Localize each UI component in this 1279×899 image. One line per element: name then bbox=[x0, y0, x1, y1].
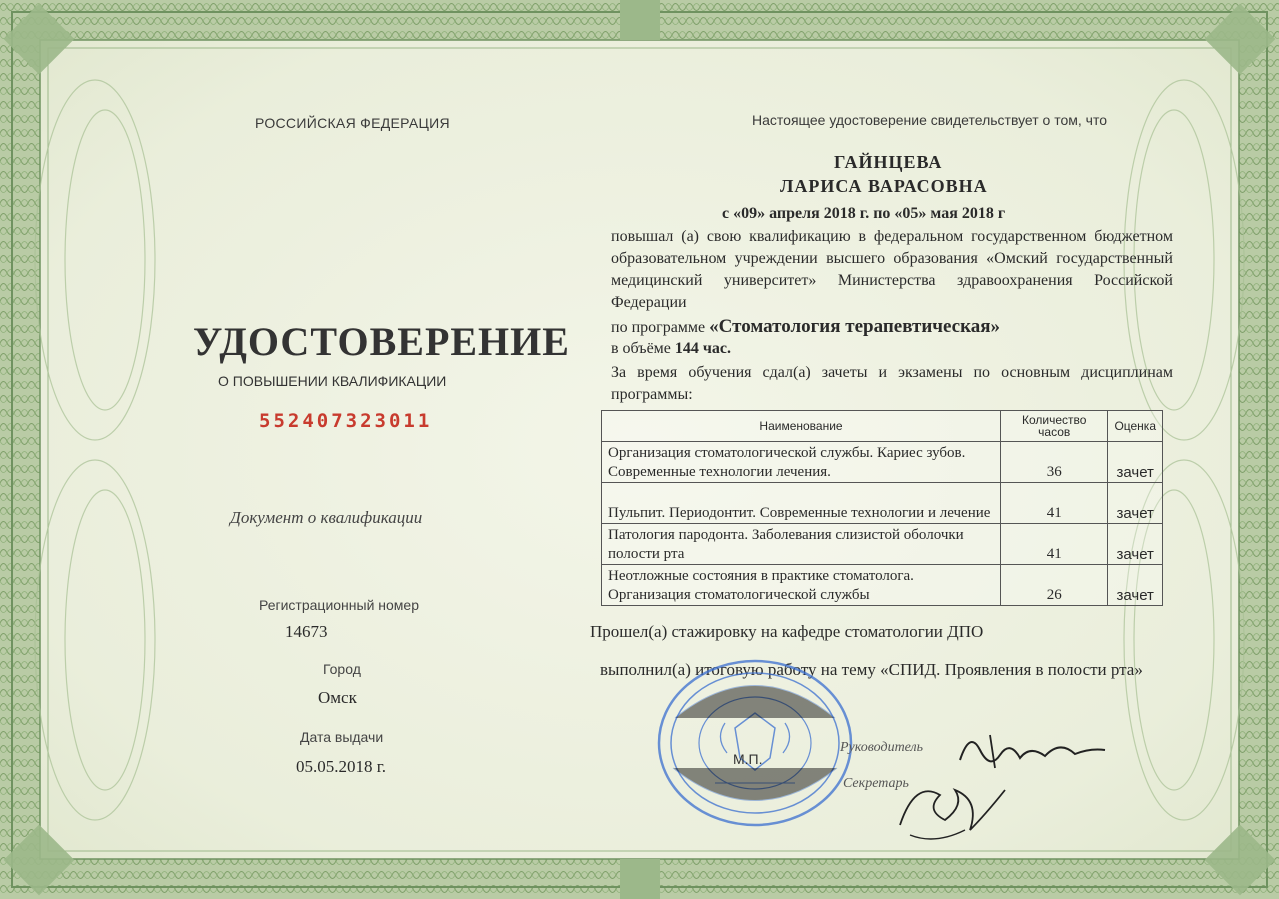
registration-label: Регистрационный номер bbox=[259, 597, 419, 613]
table-header-row bbox=[602, 411, 1163, 442]
table-row bbox=[602, 524, 1163, 565]
city-label: Город bbox=[323, 661, 361, 677]
qualification-paragraph: повышал (а) свою квалификацию в федеральном государственном бюджетном образовательном учреждении высшего образования «Омский государственный медицинский университет» Министерства здравоохранения Российской Федерации bbox=[611, 228, 1173, 311]
secretary-signature-icon bbox=[885, 770, 1015, 850]
issue-date-value: 05.05.2018 г. bbox=[296, 757, 387, 776]
secretary-label: Секретарь bbox=[843, 776, 909, 791]
program-line bbox=[611, 316, 1000, 338]
table-row bbox=[602, 442, 1163, 483]
header-hours: Количество часов bbox=[1001, 411, 1108, 442]
row-grade: зачет bbox=[1108, 483, 1163, 524]
volume-value: 144 час. bbox=[674, 340, 732, 357]
internship-line: Прошел(а) стажировку на кафедре стоматологии ДПО bbox=[590, 622, 984, 641]
row-hours: 41 bbox=[1001, 524, 1108, 565]
issue-date-label: Дата выдачи bbox=[300, 729, 384, 745]
serial-number: 552407323011 bbox=[259, 410, 433, 432]
registration-number: 14673 bbox=[285, 622, 328, 641]
header-grade: Оценка bbox=[1108, 411, 1163, 442]
header-name: Наименование bbox=[602, 411, 1001, 442]
country-label: РОССИЙСКАЯ ФЕДЕРАЦИЯ bbox=[255, 115, 450, 131]
row-hours: 26 bbox=[1001, 565, 1108, 606]
city-value: Омск bbox=[318, 688, 357, 707]
row-grade: зачет bbox=[1108, 524, 1163, 565]
table-row bbox=[602, 565, 1163, 606]
program-prefix: по программе bbox=[611, 319, 706, 336]
table-row bbox=[602, 483, 1163, 524]
official-stamp-icon bbox=[655, 658, 855, 828]
holder-given-names: ЛАРИСА ВАРАСОВНА bbox=[780, 176, 988, 196]
row-hours: 36 bbox=[1001, 442, 1108, 483]
row-grade: зачет bbox=[1108, 442, 1163, 483]
program-name: «Стоматология терапевтическая» bbox=[709, 316, 1001, 337]
final-work-line: выполнил(а) итоговую работу на тему «СПИД. Проявления в полости рта» bbox=[600, 660, 1143, 679]
document-title: УДОСТОВЕРЕНИЕ bbox=[193, 319, 570, 364]
document-type: Документ о квалификации bbox=[230, 508, 423, 527]
training-period: с «09» апреля 2018 г. по «05» мая 2018 г bbox=[722, 205, 1006, 222]
seal-place-label: М.П. bbox=[733, 751, 763, 767]
row-name: Неотложные состояния в практике стоматолога. Организация стоматологической службы bbox=[602, 565, 1001, 606]
row-grade: зачет bbox=[1108, 565, 1163, 606]
volume-line bbox=[611, 340, 731, 358]
row-name: Пульпит. Периодонтит. Современные технологии и лечение bbox=[602, 483, 1001, 524]
document-subtitle: О ПОВЫШЕНИИ КВАЛИФИКАЦИИ bbox=[218, 373, 447, 389]
row-name: Патология пародонта. Заболевания слизистой оболочки полости рта bbox=[602, 524, 1001, 565]
row-hours: 41 bbox=[1001, 483, 1108, 524]
volume-prefix: в объёме bbox=[611, 340, 671, 357]
intro-text: Настоящее удостоверение свидетельствует о том, что bbox=[752, 112, 1107, 128]
exams-paragraph: За время обучения сдал(а) зачеты и экзамены по основным дисциплинам программы: bbox=[611, 364, 1173, 403]
head-label: Руководитель bbox=[840, 740, 924, 755]
row-name: Организация стоматологической службы. Кариес зубов. Современные технологии лечения. bbox=[602, 442, 1001, 483]
holder-surname: ГАЙНЦЕВА bbox=[834, 152, 943, 172]
disciplines-table bbox=[601, 410, 1163, 606]
